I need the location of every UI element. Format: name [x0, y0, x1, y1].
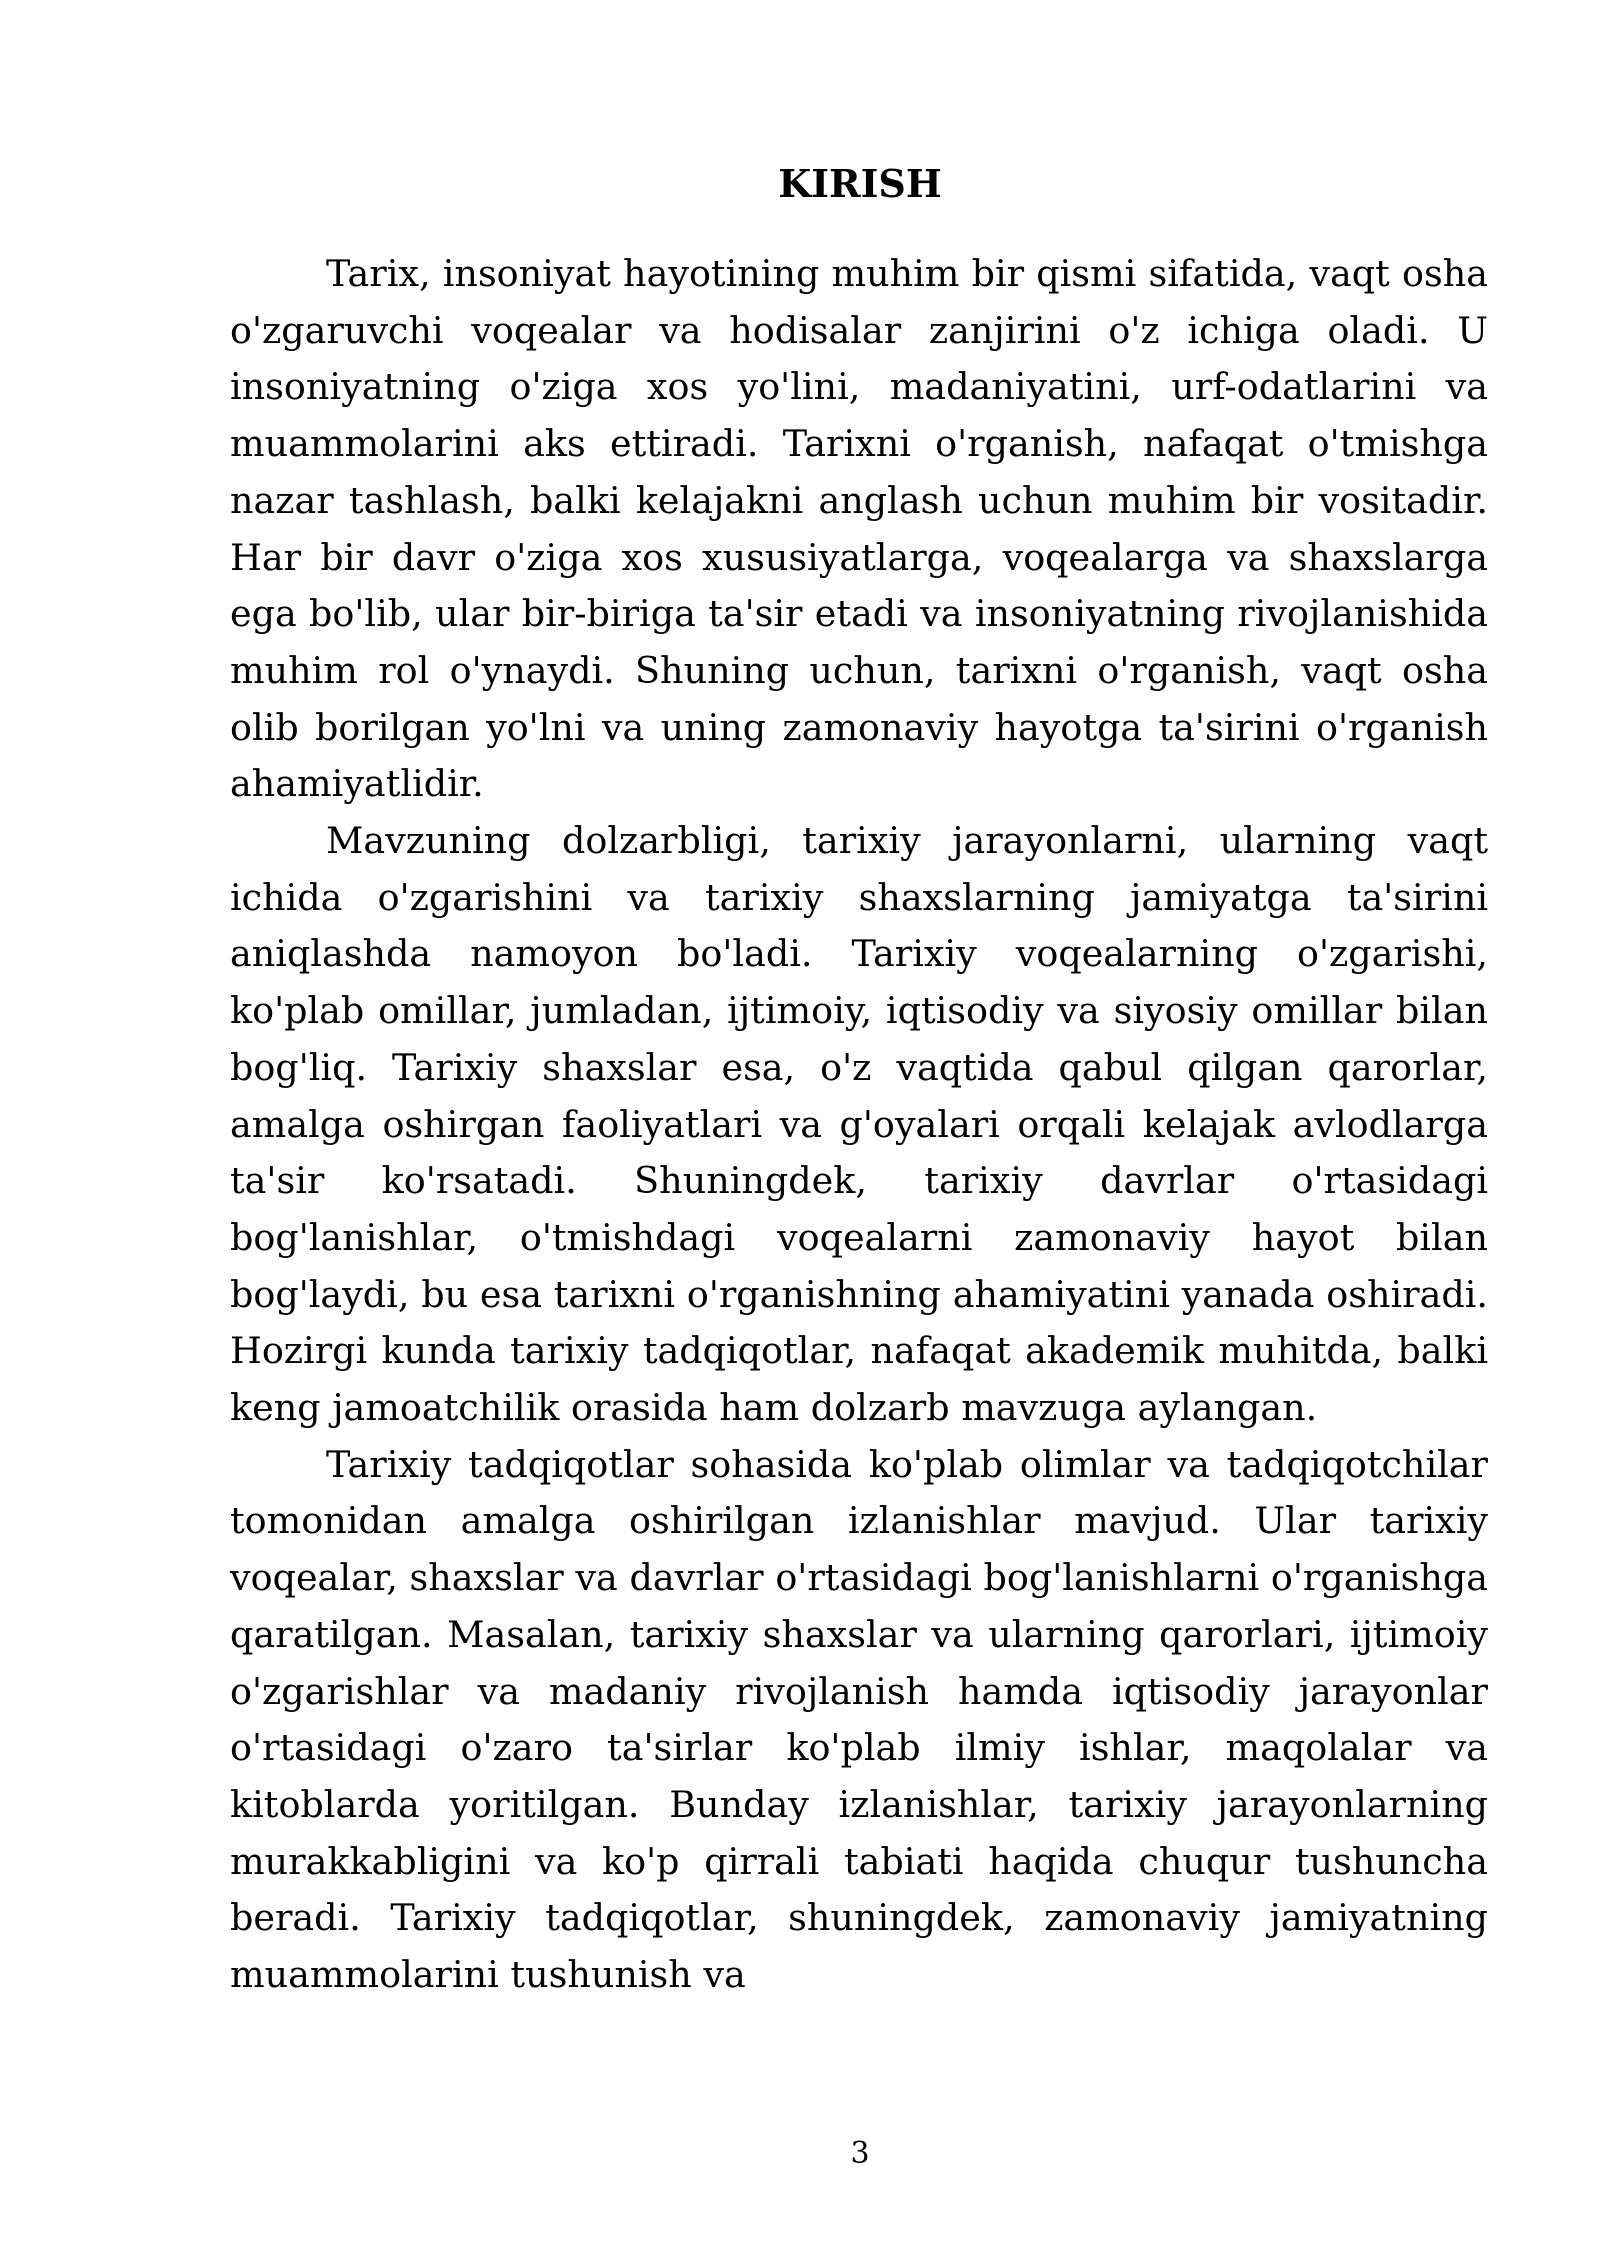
paragraph-relevance: Mavzuning dolzarbligi, tarixiy jarayonlarni, ularning vaqt ichida o'zgarishini va tarixiy shaxslarning jamiyatga ta'sirini aniqlashda namoyon bo'ladi. Tarixiy voqealarning o'zgarishi, ko'plab omillar, jumladan, ijtimoiy, iqtisodiy va siyosiy omillar bilan bog'liq. Tarixiy shaxslar esa, o'z vaqtida qabul qilgan qarorlar, amalga oshirgan faoliyatlari va g'oyalari orqali kelajak avlodlarga ta'sir ko'rsatadi. Shuningdek, tarixiy davrlar o'rtasidagi bog'lanishlar, o'tmishdagi voqealarni zamonaviy hayot bilan bog'laydi, bu esa tarixni o'rganishning ahamiyatini yanada oshiradi. Hozirgi kunda tarixiy tadqiqotlar, nafaqat akademik muhitda, balki keng jamoatchilik orasida ham dolzarb mavzuga aylangan.	[230, 819, 1488, 1430]
page-title: KIRISH	[778, 161, 942, 206]
body-text	[230, 246, 1488, 2004]
paragraph-introduction: Tarix, insoniyat hayotining muhim bir qismi sifatida, vaqt osha o'zgaruvchi voqealar va hodisalar zanjirini o'z ichiga oladi. U insoniyatning o'ziga xos yo'lini, madaniyatini, urf-odatlarini va muammolarini aks ettiradi. Tarixni o'rganish, nafaqat o'tmishga nazar tashlash, balki kelajakni anglash uchun muhim bir vositadir. Har bir davr o'ziga xos xususiyatlarga, voqealarga va shaxslarga ega bo'lib, ular bir-biriga ta'sir etadi va insoniyatning rivojlanishida muhim rol o'ynaydi. Shuning uchun, tarixni o'rganish, vaqt osha olib borilgan yo'lni va uning zamonaviy hayotga ta'sirini o'rganish ahamiyatlidir.	[230, 252, 1488, 806]
paragraph-research-review: Tarixiy tadqiqotlar sohasida ko'plab olimlar va tadqiqotchilar tomonidan amalga oshirilgan izlanishlar mavjud. Ular tarixiy voqealar, shaxslar va davrlar o'rtasidagi bog'lanishlarni o'rganishga qaratilgan. Masalan, tarixiy shaxslar va ularning qarorlari, ijtimoiy o'zgarishlar va madaniy rivojlanish hamda iqtisodiy jarayonlar o'rtasidagi o'zaro ta'sirlar ko'plab ilmiy ishlar, maqolalar va kitoblarda yoritilgan. Bunday izlanishlar, tarixiy jarayonlarning murakkabligini va ko'p qirrali tabiati haqida chuqur tushuncha beradi. Tarixiy tadqiqotlar, shuningdek, zamonaviy jamiyatning muammolarini tushunish va	[230, 1442, 1488, 1997]
page-number: 3	[850, 2136, 870, 2171]
